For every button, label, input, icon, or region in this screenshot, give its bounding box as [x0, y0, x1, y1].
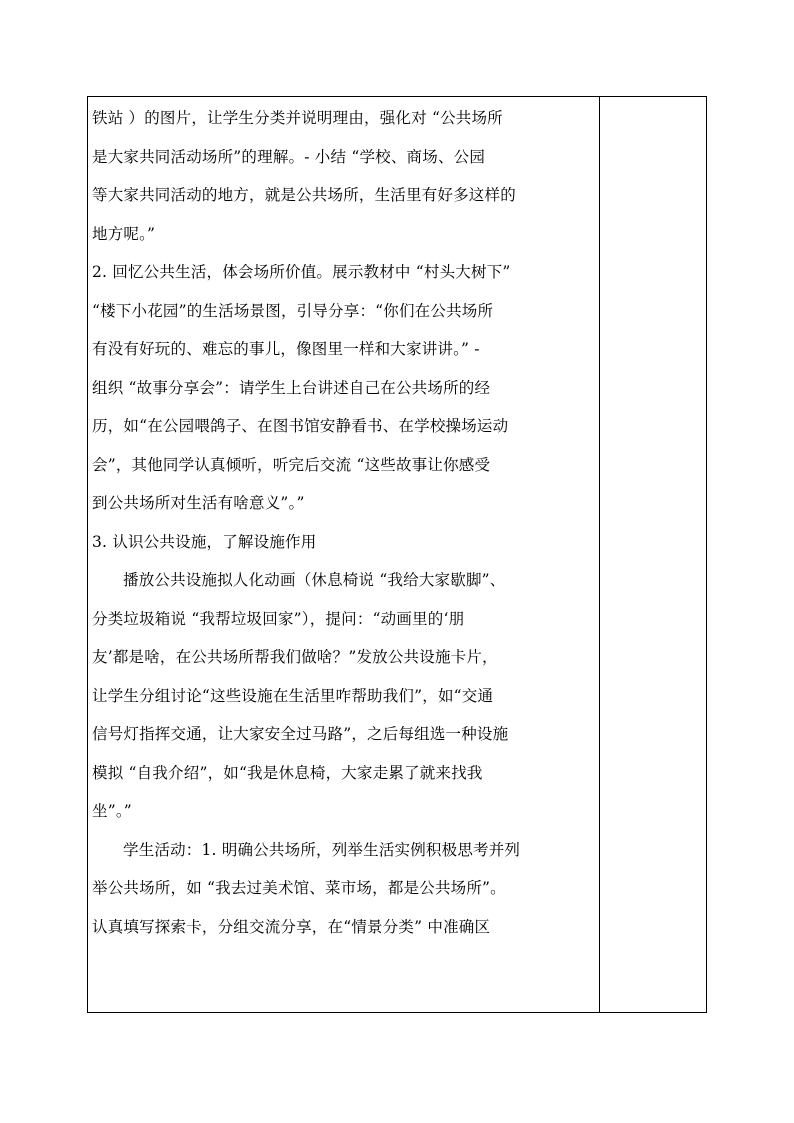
- notes-cell: [600, 97, 706, 1012]
- text-line: 是大家共同活动场所”的理解。- 小结 “学校、商场、公园: [92, 147, 486, 166]
- text-line: “楼下小花园”的生活场景图，引导分享：“你们在公共场所: [92, 301, 494, 320]
- text-line: 学生活动：1. 明确公共场所，列举生活实例积极思考并列: [123, 840, 521, 859]
- text-line: 播放公共设施拟人化动画（休息椅说 “我给大家歇脚”、: [123, 571, 506, 589]
- text-line: 历，如“在公园喂鸽子、在图书馆安静看书、在学校操场运动: [92, 417, 509, 435]
- lesson-table: [87, 96, 707, 1013]
- text-line: 组织 “故事分享会”：请学生上台讲述自己在公共场所的经: [92, 378, 491, 397]
- text-line: 信号灯指挥交通，让大家安全过马路”，之后每组选一种设施: [92, 725, 509, 743]
- text-line: 等大家共同活动的地方，就是公共场所，生活里有好多这样的: [92, 186, 516, 204]
- teaching-content-cell: [88, 97, 599, 1012]
- text-line: 模拟 “自我介绍”，如“我是休息椅，大家走累了就来找我: [92, 763, 483, 782]
- text-line: 坐”。”: [92, 802, 132, 820]
- text-line: 有没有好玩的、难忘的事儿，像图里一样和大家讲讲。” -: [92, 340, 480, 358]
- text-line: 地方呢。”: [92, 224, 156, 243]
- text-line: 3. 认识公共设施，了解设施作用: [92, 532, 317, 551]
- text-line: 到公共场所对生活有啥意义”。”: [92, 494, 305, 512]
- text-line: 友’都是啥，在公共场所帮我们做啥？”发放公共设施卡片，: [92, 648, 498, 666]
- text-line: 认真填写探索卡，分组交流分享，在“情景分类” 中准确区: [92, 917, 491, 936]
- text-line: 分类垃圾箱说 “我帮垃圾回家”），提问：“动画里的‘朋: [92, 609, 465, 628]
- text-line: 举公共场所，如 “我去过美术馆、菜市场，都是公共场所”。: [92, 879, 506, 897]
- text-line: 会”，其他同学认真倾听，听完后交流 “这些故事让你感受: [92, 455, 491, 474]
- text-line: 2. 回忆公共生活，体会场所价值。展示教材中 “村头大树下”: [92, 263, 511, 281]
- text-line: 让学生分组讨论“这些设施在生活里咋帮助我们”，如“交通: [92, 686, 494, 705]
- text-line: 铁站 ）的图片，让学生分类并说明理由，强化对 “公共场所: [92, 109, 503, 127]
